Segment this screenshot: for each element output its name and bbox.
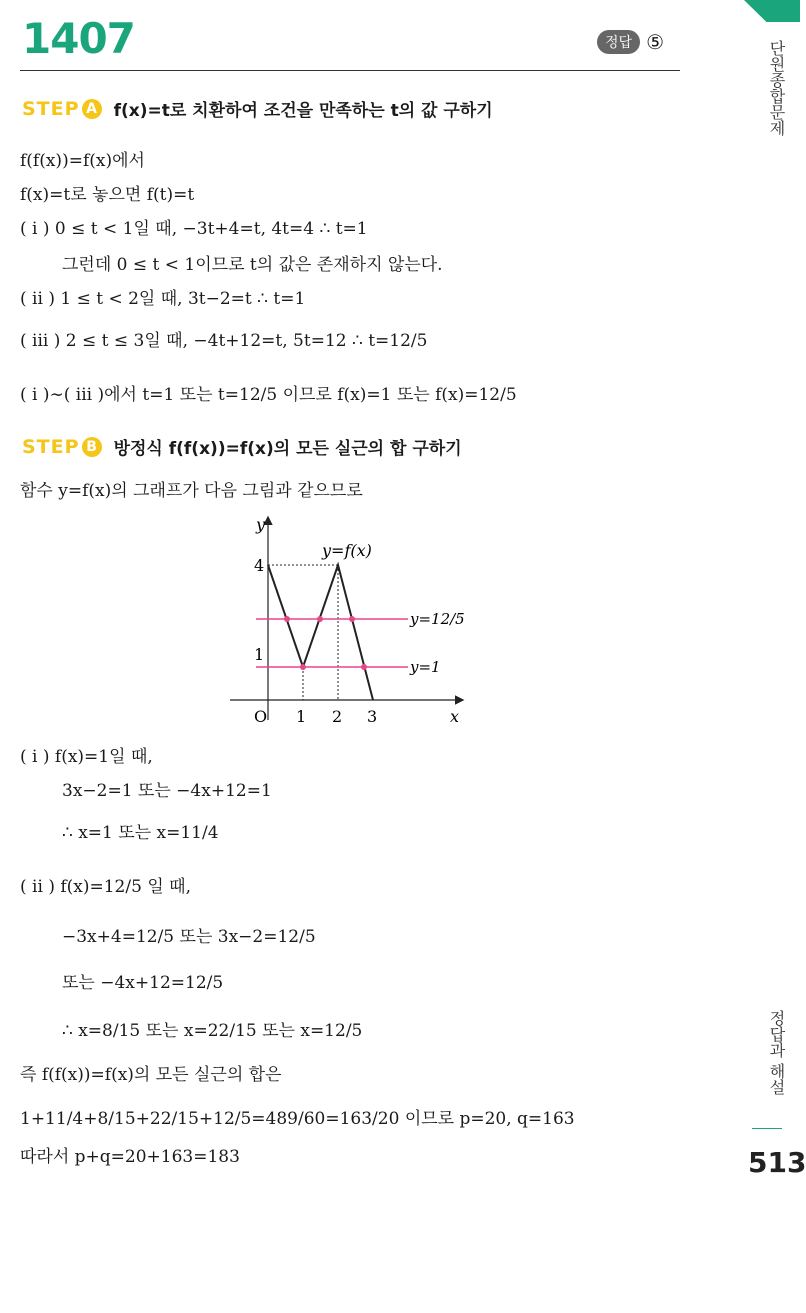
step-b-line-3: ∴ x=1 또는 x=11/4: [62, 823, 219, 843]
x-axis-label: x: [450, 707, 460, 726]
step-b-tag: STEP: [22, 435, 80, 458]
step-b-line-5: −3x+4=12/5 또는 3x−2=12/5: [62, 927, 316, 947]
answer-badge-group: [597, 30, 664, 54]
step-b-heading: [22, 434, 462, 459]
intersection-point: [317, 616, 323, 622]
page-number: 513: [748, 1146, 806, 1179]
header-rule: [20, 70, 680, 71]
x-tick-2: 2: [332, 707, 343, 726]
answer-value: ⑤: [646, 30, 664, 54]
x-tick-1: 1: [296, 707, 307, 726]
step-a-letter: A: [82, 99, 102, 119]
problem-number: 1407: [22, 14, 135, 63]
y-tick-4: 4: [254, 556, 265, 575]
step-b-line-9: 1+11/4+8/15+22/15+12/5=489/60=163/20 이므로 p=20, q=163: [20, 1109, 575, 1129]
step-b-line-7: ∴ x=8/15 또는 x=22/15 또는 x=12/5: [62, 1021, 363, 1041]
answer-badge: 정답: [597, 30, 640, 54]
step-a-line-2: f(x)=t로 놓으면 f(t)=t: [20, 185, 195, 205]
intersection-point: [349, 616, 355, 622]
side-divider: [752, 1128, 782, 1129]
line1-label: y=12/5: [410, 610, 465, 628]
step-b-line-1: ( i ) f(x)=1일 때,: [20, 747, 153, 767]
y-tick-1: 1: [254, 645, 265, 664]
x-tick-3: 3: [367, 707, 378, 726]
step-a-line-4: 그런데 0 ≤ t < 1이므로 t의 값은 존재하지 않는다.: [62, 255, 443, 275]
line2-label: y=1: [410, 658, 441, 676]
function-curve: [268, 565, 373, 700]
step-a-line-5: ( ii ) 1 ≤ t < 2일 때, 3t−2=t ∴ t=1: [20, 289, 306, 309]
step-a-heading: [22, 96, 493, 121]
step-b-letter: B: [82, 437, 102, 457]
intersection-point: [300, 664, 306, 670]
intersection-point: [284, 616, 290, 622]
step-b-line-10: 따라서 p+q=20+163=183: [20, 1147, 240, 1167]
function-graph: [220, 510, 480, 730]
corner-tab: [744, 0, 800, 22]
step-b-line-8: 즉 f(f(x))=f(x)의 모든 실근의 합은: [20, 1065, 282, 1085]
intersection-point: [361, 664, 367, 670]
step-b-line-6: 또는 −4x+12=12/5: [62, 973, 224, 993]
step-b-line-4: ( ii ) f(x)=12/5 일 때,: [20, 877, 191, 897]
step-a-title: f(x)=t로 치환하여 조건을 만족하는 t의 값 구하기: [113, 101, 493, 121]
step-b-title: 방정식 f(f(x))=f(x)의 모든 실근의 합 구하기: [113, 439, 462, 459]
step-b-line-2: 3x−2=1 또는 −4x+12=1: [62, 781, 272, 801]
step-a-line-6: ( iii ) 2 ≤ t ≤ 3일 때, −4t+12=t, 5t=12 ∴ t=12/5: [20, 331, 428, 351]
y-axis-label: y: [256, 515, 266, 534]
side-label-top: 단원종합문제: [767, 40, 786, 136]
step-b-intro: 함수 y=f(x)의 그래프가 다음 그림과 같으므로: [20, 481, 363, 501]
step-a-line-1: f(f(x))=f(x)에서: [20, 151, 145, 171]
step-a-tag: STEP: [22, 97, 80, 120]
side-label-bottom: 정답과 해설: [767, 1010, 786, 1096]
step-a-line-7: ( i )∼( iii )에서 t=1 또는 t=12/5 이므로 f(x)=1 또는 f(x)=12/5: [20, 385, 517, 405]
step-a-line-3: ( i ) 0 ≤ t < 1일 때, −3t+4=t, 4t=4 ∴ t=1: [20, 219, 368, 239]
origin-label: O: [254, 707, 268, 726]
curve-label: y=f(x): [322, 541, 372, 560]
